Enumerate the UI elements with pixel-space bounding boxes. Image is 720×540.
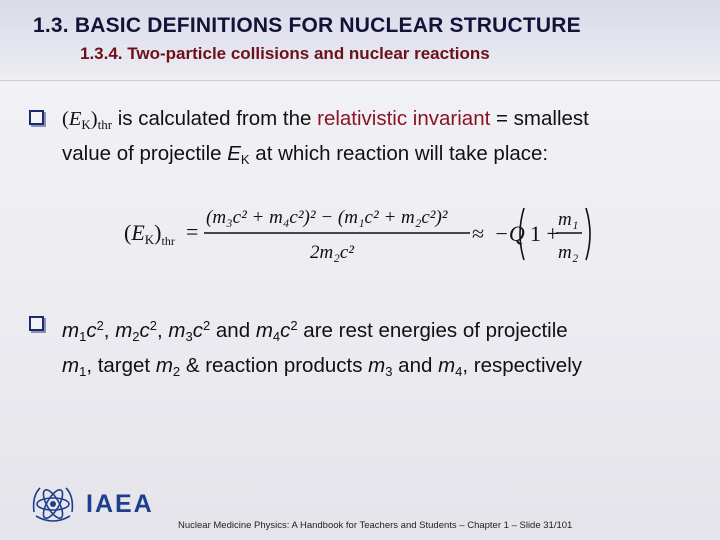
threshold-energy-formula	[120, 196, 640, 268]
equals-sign: =	[186, 219, 199, 244]
slide-footer: Nuclear Medicine Physics: A Handbook for Teachers and Students – Chapter 1 – Slide 31/101	[178, 520, 573, 531]
highlight-relativistic-invariant: relativistic invariant	[317, 107, 491, 130]
iaea-logo-text: IAEA	[86, 490, 154, 518]
fraction-numerator: m₁	[558, 209, 579, 230]
formula-denominator: 2m₂c²	[310, 242, 354, 263]
slide-title: 1.3. BASIC DEFINITIONS FOR NUCLEAR STRUCTURE	[33, 14, 581, 37]
bullet-text-1: $(E_K)_{thr}$ is calculated from the relativistic invariant = smallest value of projectile $E_K$ at which reaction will take place:	[62, 107, 589, 167]
iaea-emblem-icon	[28, 482, 78, 528]
fraction-denominator: m₂	[558, 242, 579, 263]
minus-q: −Q	[494, 221, 525, 246]
bullet-box-icon	[29, 316, 44, 331]
slide-subtitle: 1.3.4. Two-particle collisions and nuclear reactions	[80, 44, 490, 63]
slide-header	[0, 0, 720, 81]
approx-sign: ≈	[472, 221, 485, 246]
svg-text:(EK)thr: $(EK)_{thr}$	[124, 220, 175, 248]
threshold-energy-symbol: $(E_K)_{thr}$	[62, 108, 113, 132]
formula-numerator: (m₃c² + m₄c²)² − (m₁c² + m₂c²)²	[206, 207, 448, 228]
bullet-text-2: $m_1c^2$, $m_2c^2$, $m_3c^2$ and $m_4c^2$ are rest energies of projectile $m_1$, target $m_2$ & reaction products $m_3$ and $m_4$, respectively	[62, 318, 583, 379]
one-plus: 1 +	[530, 221, 559, 246]
bullet-box-icon	[29, 110, 44, 125]
